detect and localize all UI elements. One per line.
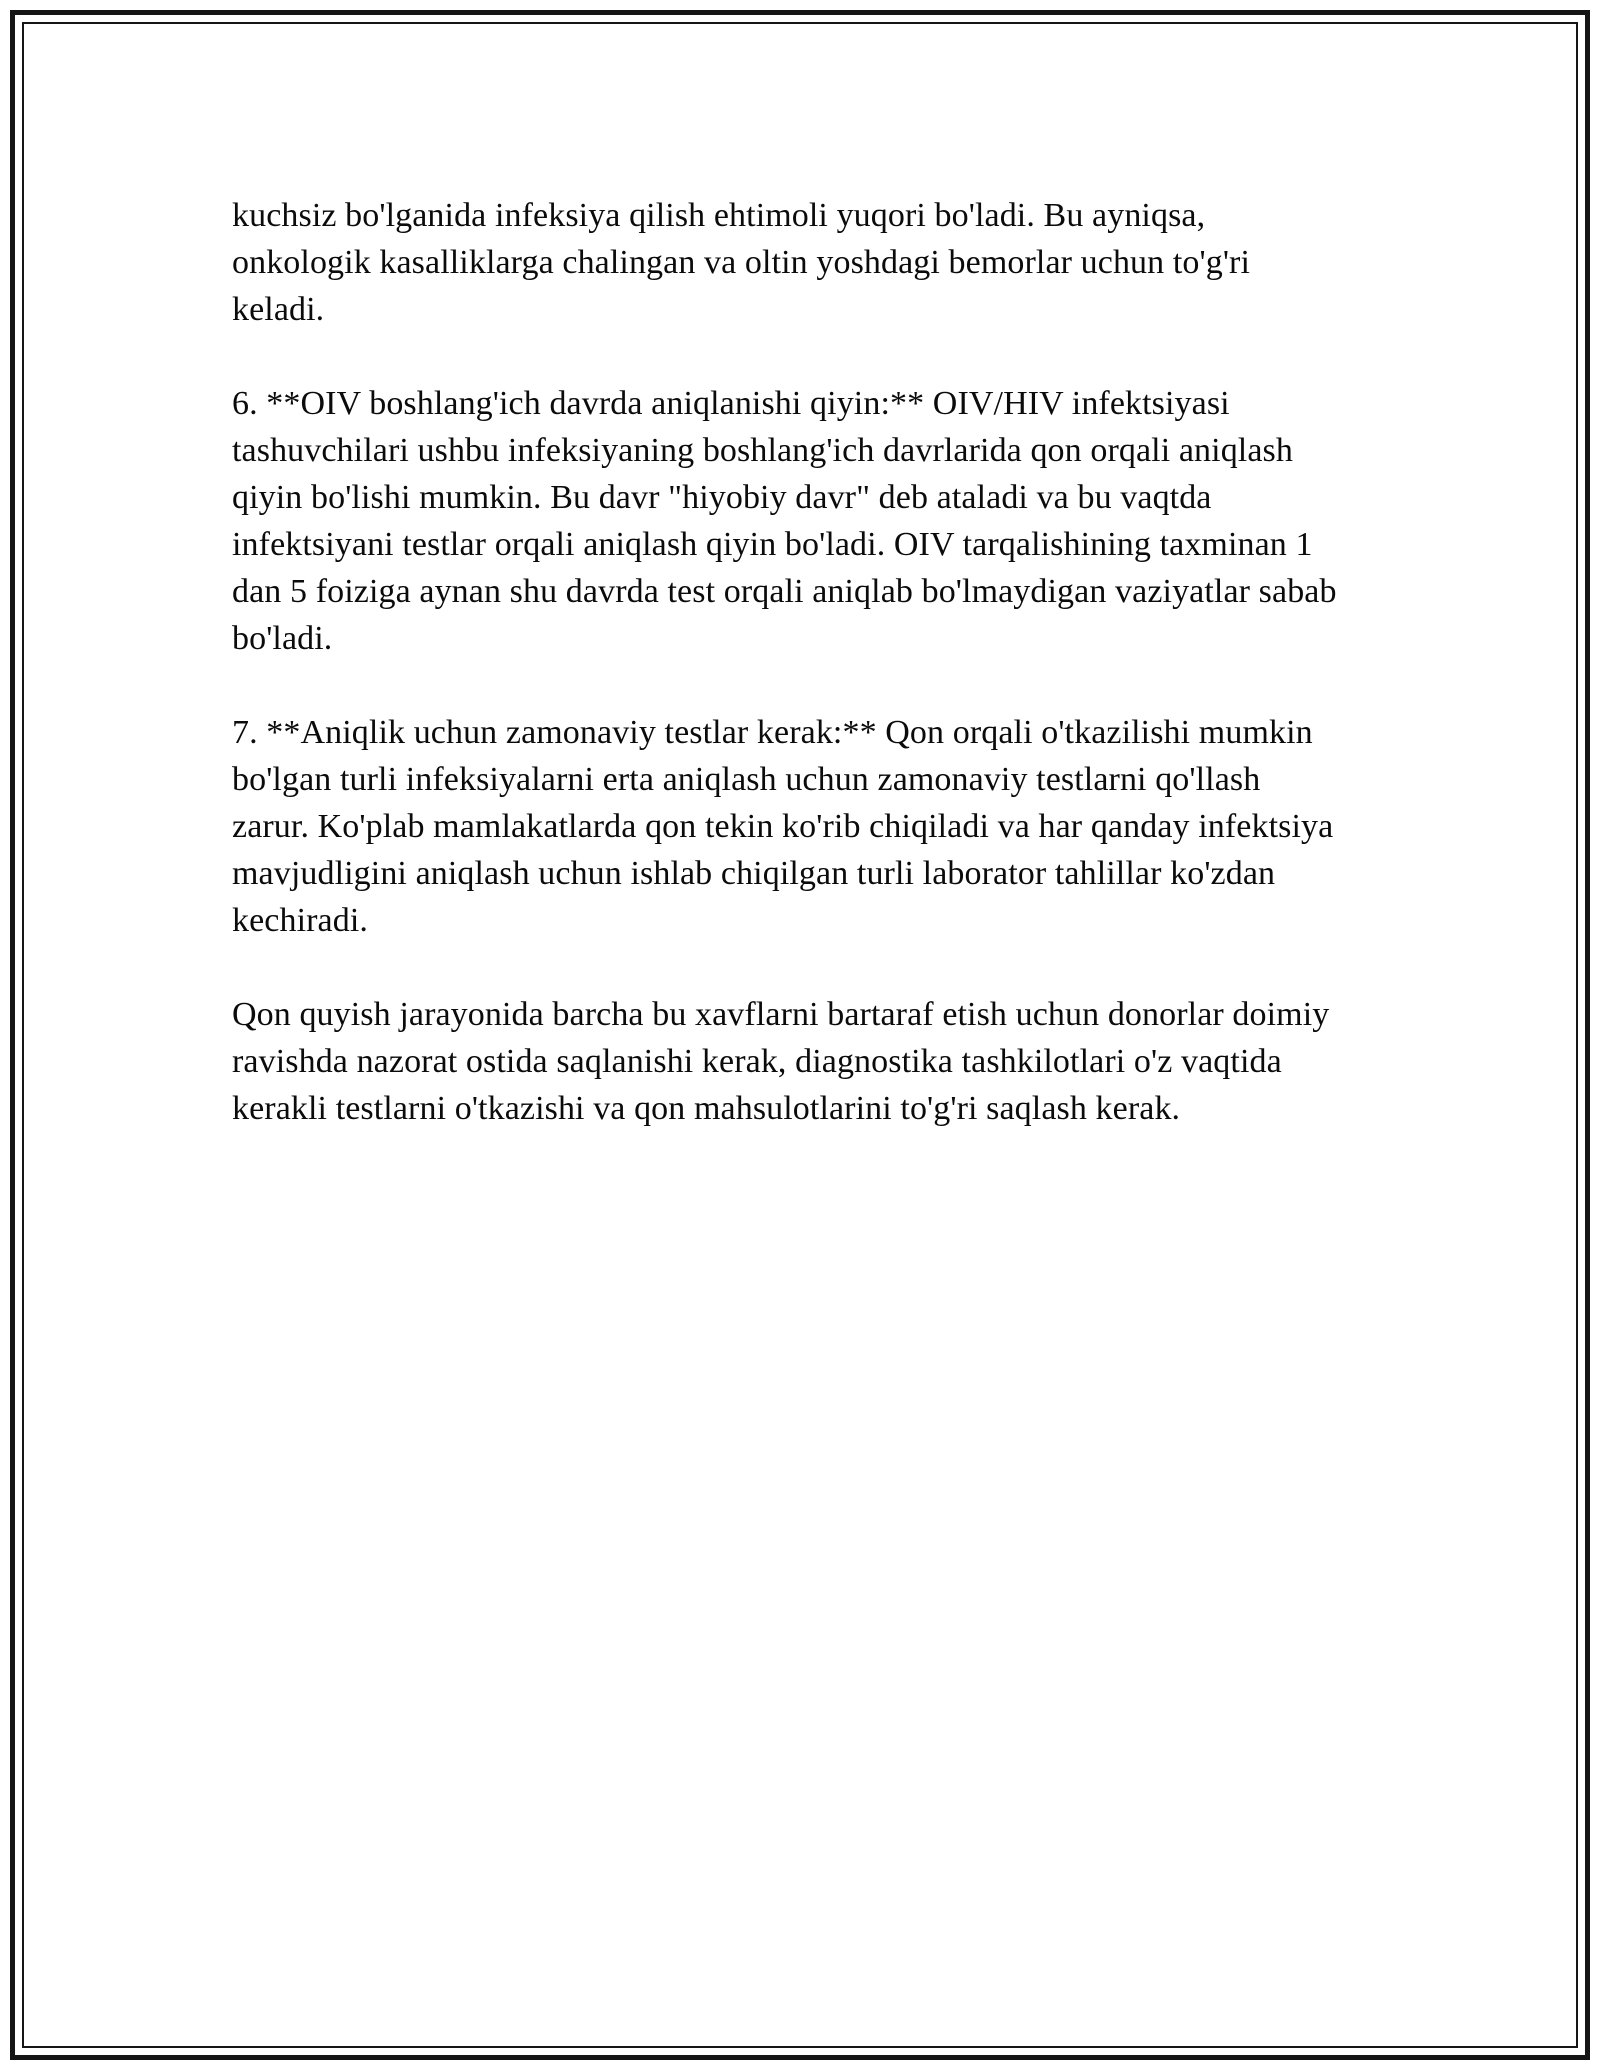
document-content <box>232 192 1337 1179</box>
paragraph-continuation: kuchsiz bo'lganida infeksiya qilish ehtimoli yuqori bo'ladi. Bu ayniqsa, onkologik kasalliklarga chalingan va oltin yoshdagi bemorlar uchun to'g'ri keladi. <box>232 197 1251 328</box>
paragraph-item-7: 7. **Aniqlik uchun zamonaviy testlar kerak:** Qon orqali o'tkazilishi mumkin bo'lgan turli infeksiyalarni erta aniqlash uchun zamonaviy testlarni qo'llash zarur. Ko'plab mamlakatlarda qon tekin ko'rib chiqiladi va har qanday infektsiya mavjudligini aniqlash uchun ishlab chiqilgan turli laborator tahlillar ko'zdan kechiradi. <box>232 714 1334 939</box>
paragraph-conclusion: Qon quyish jarayonida barcha bu xavflarni bartaraf etish uchun donorlar doimiy ravishda nazorat ostida saqlanishi kerak, diagnostika tashkilotlari o'z vaqtida kerakli testlarni o'tkazishi va qon mahsulotlarini to'g'ri saqlash kerak. <box>232 996 1330 1127</box>
paragraph-item-6: 6. **OIV boshlang'ich davrda aniqlanishi qiyin:** OIV/HIV infektsiyasi tashuvchilari ushbu infeksiyaning boshlang'ich davrlarida qon orqali aniqlash qiyin bo'lishi mumkin. Bu davr "hiyobiy davr" deb ataladi va bu vaqtda infektsiyani testlar orqali aniqlash qiyin bo'ladi. OIV tarqalishining taxminan 1 dan 5 foiziga aynan shu davrda test orqali aniqlab bo'lmaydigan vaziyatlar sabab bo'ladi. <box>232 385 1337 657</box>
